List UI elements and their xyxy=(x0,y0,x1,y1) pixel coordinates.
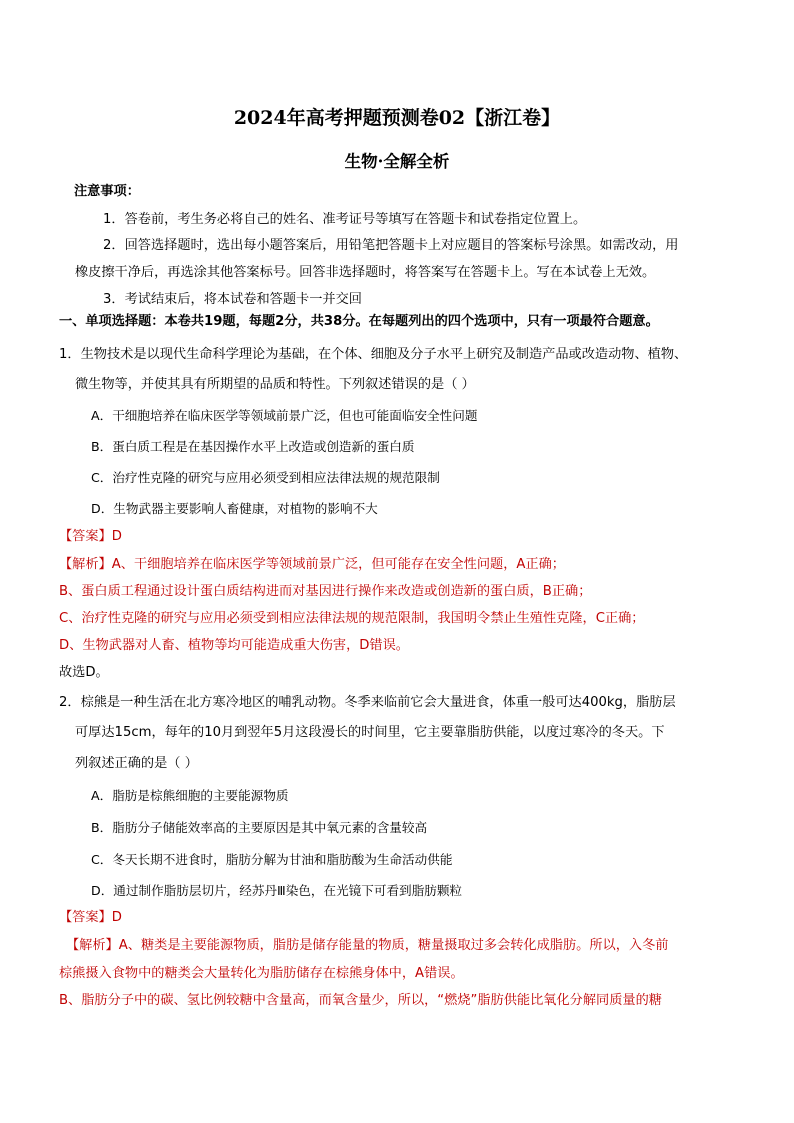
page-title: 2024年高考押题预测卷02【浙江卷】 xyxy=(233,107,561,129)
q2-answer: 【答案】D xyxy=(59,910,122,925)
q1-conclusion: 故选D。 xyxy=(59,665,109,680)
notice-heading: 注意事项： xyxy=(74,184,140,199)
q1-analysis-line-1 xyxy=(59,556,565,574)
q1-option-a: A．干细胞培养在临床医学等领域前景广泛，但也可能面临安全性问题 xyxy=(91,408,478,423)
q1-stem-line-2: 微生物等，并使其具有所期望的品质和特性。下列叙述错误的是（ ） xyxy=(75,377,475,392)
q2-analysis-line-3: B、脂肪分子中的碳、氢比例较糖中含量高，而氧含量少，所以，“燃烧”脂肪供能比氧化分解同质量的糖 xyxy=(59,993,662,1008)
q1-stem-line-1: 1．生物技术是以现代生命科学理论为基础，在个体、细胞及分子水平上研究及制造产品或改造动物、植物、 xyxy=(59,347,688,362)
q2-option-d: D．通过制作脂肪层切片，经苏丹Ⅲ染色，在光镜下可看到脂肪颗粒 xyxy=(91,883,463,898)
q1-option-c: C．治疗性克隆的研究与应用必须受到相应法律法规的规范限制 xyxy=(91,470,440,485)
q1-option-b: B．蛋白质工程是在基因操作水平上改造或创造新的蛋白质 xyxy=(91,439,415,454)
q2-analysis-text-1: A、糖类是主要能源物质，脂肪是储存能量的物质，糖量摄取过多会转化成脂肪。所以，入冬前 xyxy=(118,938,669,953)
q1-answer: 【答案】D xyxy=(59,529,122,544)
notice-item-3: 3．考试结束后，将本试卷和答题卡一并交回 xyxy=(103,292,362,307)
q2-analysis-label: 【解析】 xyxy=(66,938,119,953)
q2-analysis-line-1 xyxy=(66,937,668,955)
q1-analysis-line-3: C、治疗性克隆的研究与应用必须受到相应法律法规的规范限制，我国明令禁止生殖性克隆，C正确； xyxy=(59,611,645,626)
q2-analysis-line-2: 棕熊摄入食物中的糖类会大量转化为脂肪储存在棕熊身体中，A错误。 xyxy=(59,966,464,981)
q2-option-a: A．脂肪是棕熊细胞的主要能源物质 xyxy=(91,788,289,803)
q1-analysis-line-4: D、生物武器对人畜、植物等均可能造成重大伤害，D错误。 xyxy=(59,638,409,653)
q2-stem-line-1: 2．棕熊是一种生活在北方寒冷地区的哺乳动物。冬季来临前它会大量进食，体重一般可达400kg，脂肪层 xyxy=(59,695,676,710)
q2-stem-line-2: 可厚达15cm，每年的10月到翌年5月这段漫长的时间里，它主要靠脂肪供能，以度过寒冷的冬天。下 xyxy=(75,725,665,740)
page-subtitle: 生物·全解全析 xyxy=(344,152,450,171)
q2-option-c: C．冬天长期不进食时，脂肪分解为甘油和脂肪酸为生命活动供能 xyxy=(91,852,453,867)
q1-analysis-line-2: B、蛋白质工程通过设计蛋白质结构进而对基因进行操作来改造或创造新的蛋白质，B正确； xyxy=(59,584,592,599)
q1-analysis-text-1: A、干细胞培养在临床医学等领域前景广泛，但可能存在安全性问题，A正确； xyxy=(111,557,565,572)
notice-item-2: 2．回答选择题时，选出每小题答案后，用铅笔把答题卡上对应题目的答案标号涂黑。如需改动，用 xyxy=(103,238,679,253)
q1-analysis-label: 【解析】 xyxy=(59,557,112,572)
notice-item-2-cont: 橡皮擦干净后，再选涂其他答案标号。回答非选择题时，将答案写在答题卡上。写在本试卷上无效。 xyxy=(75,265,656,280)
q2-stem-line-3: 列叙述正确的是（ ） xyxy=(75,756,198,771)
q2-option-b: B．脂肪分子储能效率高的主要原因是其中氧元素的含量较高 xyxy=(91,820,428,835)
q1-option-d: D．生物武器主要影响人畜健康，对植物的影响不大 xyxy=(91,501,378,516)
section-heading: 一、单项选择题：本卷共19题，每题2分，共38分。在每题列出的四个选项中，只有一项最符合题意。 xyxy=(59,314,659,329)
notice-item-1: 1．答卷前，考生务必将自己的姓名、准考证号等填写在答题卡和试卷指定位置上。 xyxy=(103,212,587,227)
